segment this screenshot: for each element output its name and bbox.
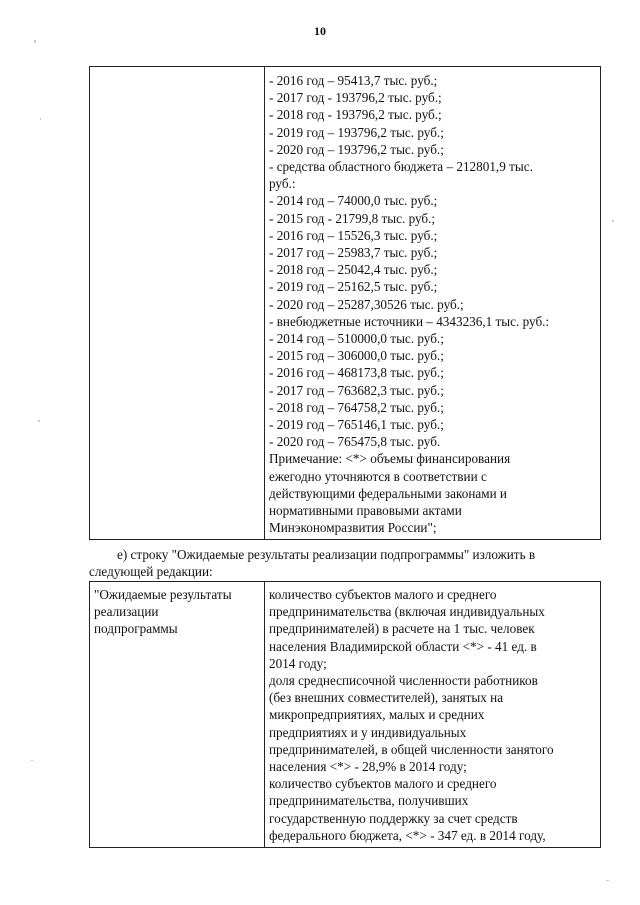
- text-line: - 2020 год – 193796,2 тыс. руб.;: [269, 141, 444, 157]
- text-line: - 2019 год – 25162,5 тыс. руб.;: [269, 279, 438, 295]
- scan-speckle: [606, 880, 609, 881]
- text-line: - 2019 год – 765146,1 тыс. руб.;: [269, 417, 444, 433]
- row-heading-line: реализации: [94, 604, 159, 620]
- page-number: 10: [314, 24, 326, 38]
- text-line: микропредприятиях, малых и средних: [269, 707, 485, 723]
- text-line: предприятиях и у индивидуальных: [269, 724, 467, 740]
- text-line: - 2020 год – 765475,8 тыс. руб.: [269, 434, 441, 450]
- text-line: предпринимательства, получивших: [269, 793, 469, 809]
- text-line: - 2017 год - 193796,2 тыс. руб.;: [269, 90, 442, 106]
- scan-speckle: [40, 118, 41, 120]
- text-line: федерального бюджета, <*> - 347 ед. в 2014 году,: [269, 827, 546, 843]
- note-line: нормативными правовыми актами: [269, 503, 462, 519]
- text-line: - 2018 год – 25042,4 тыс. руб.;: [269, 262, 438, 278]
- text-line: - 2018 год – 764758,2 тыс. руб.;: [269, 399, 444, 415]
- text-line: - 2019 год – 193796,2 тыс. руб.;: [269, 124, 444, 140]
- table-left-cell: [90, 67, 265, 540]
- text-line: руб.:: [269, 176, 296, 192]
- table-row: [90, 67, 601, 540]
- text-line: - 2018 год - 193796,2 тыс. руб.;: [269, 107, 442, 123]
- text-line: населения Владимирской области <*> - 41 ед. в: [269, 638, 537, 654]
- row-heading-line: "Ожидаемые результаты: [94, 587, 232, 602]
- text-line: - 2017 год – 763682,3 тыс. руб.;: [269, 382, 444, 398]
- text-line: 2014 году;: [269, 655, 327, 671]
- text-line: - 2015 год - 21799,8 тыс. руб.;: [269, 210, 436, 226]
- table-left-cell: [90, 582, 265, 848]
- text-line: доля среднесписочной численности работников: [269, 673, 538, 689]
- text-line: количество субъектов малого и среднего: [269, 776, 497, 792]
- row-heading-line: подпрограммы: [94, 621, 178, 637]
- scan-speckle: [34, 40, 36, 43]
- note-line: Минэкономразвития России";: [269, 520, 437, 536]
- text-line: государственную поддержку за счет средств: [269, 810, 518, 826]
- text-line: населения <*> - 28,9% в 2014 году;: [269, 759, 467, 775]
- text-line: - 2020 год – 25287,30526 тыс. руб.;: [269, 296, 464, 312]
- paragraph-line: е) строку "Ожидаемые результаты реализации подпрограммы" изложить в: [117, 547, 536, 562]
- paragraph-line: следующей редакции:: [89, 564, 213, 579]
- note-line: ежегодно уточняются в соответствии с: [269, 468, 487, 484]
- text-line: предпринимателей) в расчете на 1 тыс. человек: [269, 621, 535, 637]
- scan-speckle: [612, 220, 614, 222]
- text-line: - 2014 год – 74000,0 тыс. руб.;: [269, 193, 438, 209]
- text-line: (без внешних совместителей), занятых на: [269, 690, 504, 706]
- text-line: количество субъектов малого и среднего: [269, 587, 497, 602]
- text-line: предпринимателей, в общей численности занятого: [269, 741, 554, 757]
- scan-speckle: [38, 420, 40, 422]
- table-right-cell: [265, 67, 601, 540]
- text-line: - 2014 год – 510000,0 тыс. руб.;: [269, 331, 444, 347]
- financing-table: [89, 66, 601, 540]
- table-right-cell: [265, 582, 601, 848]
- text-line: - внебюджетные источники – 4343236,1 тыс. руб.:: [269, 313, 550, 329]
- text-line: - средства областного бюджета – 212801,9 тыс.: [269, 159, 533, 175]
- scan-speckle: [31, 760, 33, 761]
- text-line: - 2015 год – 306000,0 тыс. руб.;: [269, 348, 444, 364]
- text-line: - 2016 год – 468173,8 тыс. руб.;: [269, 365, 444, 381]
- note-line: Примечание: <*> объемы финансирования: [269, 451, 511, 467]
- table-row: [90, 582, 601, 848]
- text-line: предпринимательства (включая индивидуальных: [269, 604, 545, 620]
- text-line: - 2017 год – 25983,7 тыс. руб.;: [269, 245, 438, 261]
- text-line: - 2016 год – 95413,7 тыс. руб.;: [269, 73, 438, 88]
- note-line: действующими федеральными законами и: [269, 485, 507, 501]
- amendment-paragraph: [89, 546, 599, 580]
- expected-results-table: [89, 581, 601, 848]
- text-line: - 2016 год – 15526,3 тыс. руб.;: [269, 227, 438, 243]
